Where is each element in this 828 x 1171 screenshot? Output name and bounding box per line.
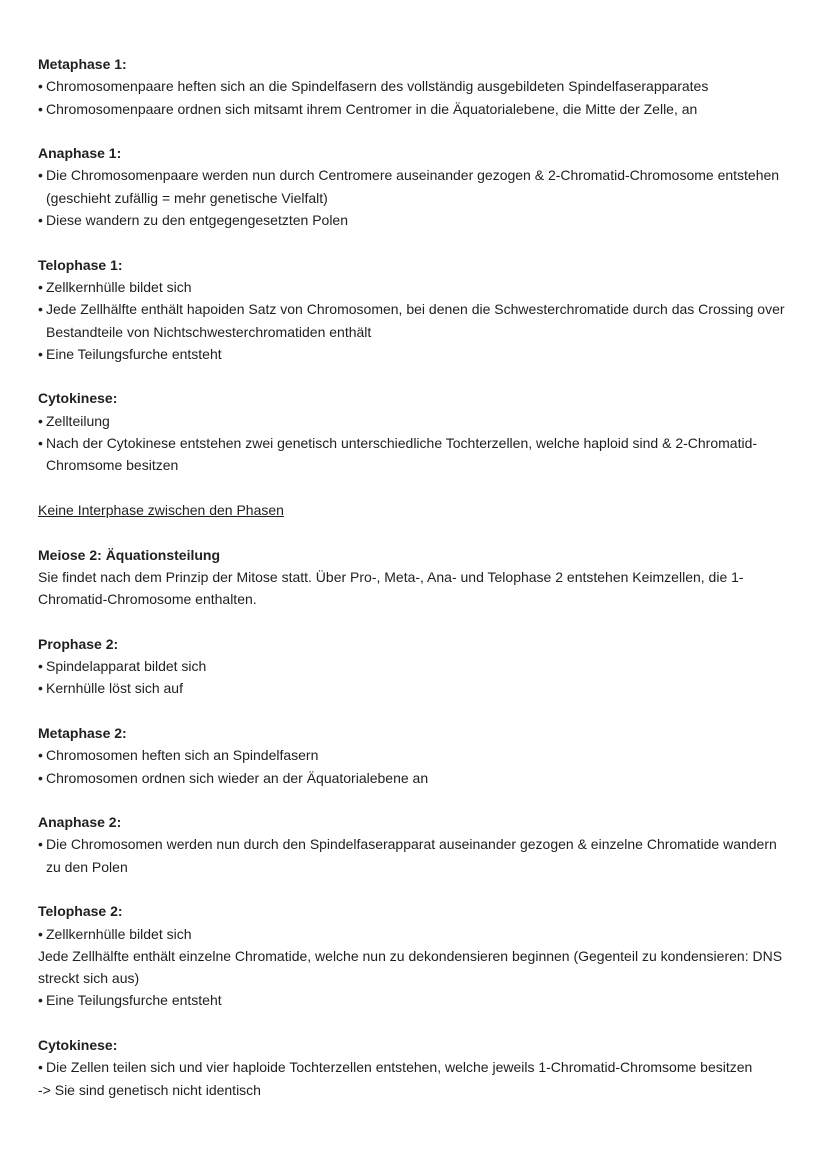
heading-cytokinese-1: Cytokinese: xyxy=(38,390,118,407)
bullet-item: • Nach der Cytokinese entstehen zwei genetisch unterschiedliche Tochterzellen, welche haploid sind & 2-Chromatid-Chromsome besitzen xyxy=(38,432,788,477)
bullet-item: • Eine Teilungsfurche entsteht xyxy=(38,989,788,1011)
heading-prophase-2: Prophase 2: xyxy=(38,635,119,652)
heading-cytokinese-2: Cytokinese: xyxy=(38,1037,118,1054)
bullet-item: • Chromosomen heften sich an Spindelfasern xyxy=(38,744,788,766)
section-metaphase-1 xyxy=(38,53,788,120)
section-telophase-1 xyxy=(38,254,788,365)
heading-anaphase-1: Anaphase 1: xyxy=(38,145,122,162)
bullet-item: • Zellkernhülle bildet sich xyxy=(38,276,788,298)
heading-meiose-2: Meiose 2: Äquationsteilung xyxy=(38,546,221,563)
paragraph: -> Sie sind genetisch nicht identisch xyxy=(38,1081,261,1098)
paragraph: Jede Zellhälfte enthält einzelne Chromatide, welche nun zu dekondensieren beginnen (Gegenteil zu kondensieren: DNS streckt sich aus) xyxy=(38,947,783,987)
bullet-item: • Zellteilung xyxy=(38,410,788,432)
note-no-interphase: Keine Interphase zwischen den Phasen xyxy=(38,501,284,518)
bullet-item: • Chromosomenpaare ordnen sich mitsamt ihrem Centromer in die Äquatorialebene, die Mitte der Zelle, an xyxy=(38,98,788,120)
section-prophase-2 xyxy=(38,633,788,700)
bullet-item: • Die Chromosomenpaare werden nun durch Centromere auseinander gezogen & 2-Chromatid-Chromosome entstehen (geschieht zufällig = mehr genetische Vielfalt) xyxy=(38,164,788,209)
section-anaphase-1 xyxy=(38,142,788,231)
section-note xyxy=(38,499,788,521)
paragraph: Sie findet nach dem Prinzip der Mitose statt. Über Pro-, Meta-, Ana- und Telophase 2 entstehen Keimzellen, die 1-Chromatid-Chromosome enthalten. xyxy=(38,568,744,608)
bullet-item: • Die Zellen teilen sich und vier haploide Tochterzellen entstehen, welche jeweils 1-Chromatid-Chromsome besitzen xyxy=(38,1056,788,1078)
section-cytokinese-1 xyxy=(38,387,788,476)
bullet-item: • Spindelapparat bildet sich xyxy=(38,655,788,677)
section-metaphase-2 xyxy=(38,722,788,789)
bullet-item: • Chromosomen ordnen sich wieder an der Äquatorialebene an xyxy=(38,767,788,789)
section-meiose-2 xyxy=(38,544,788,611)
heading-metaphase-2: Metaphase 2: xyxy=(38,724,127,741)
bullet-item: • Chromosomenpaare heften sich an die Spindelfasern des vollständig ausgebildeten Spindelfaserapparates xyxy=(38,75,788,97)
section-anaphase-2 xyxy=(38,811,788,878)
section-cytokinese-2 xyxy=(38,1034,788,1101)
heading-metaphase-1: Metaphase 1: xyxy=(38,56,127,72)
heading-telophase-2: Telophase 2: xyxy=(38,903,123,920)
bullet-item: • Diese wandern zu den entgegengesetzten Polen xyxy=(38,209,788,231)
bullet-item: • Zellkernhülle bildet sich xyxy=(38,923,788,945)
heading-anaphase-2: Anaphase 2: xyxy=(38,814,122,831)
bullet-item: • Die Chromosomen werden nun durch den Spindelfaserapparat auseinander gezogen & einzelne Chromatide wandern zu den Polen xyxy=(38,833,788,878)
bullet-item: • Kernhülle löst sich auf xyxy=(38,677,788,699)
heading-telophase-1: Telophase 1: xyxy=(38,256,123,273)
section-telophase-2 xyxy=(38,900,788,1011)
bullet-item: • Eine Teilungsfurche entsteht xyxy=(38,343,788,365)
bullet-item: • Jede Zellhälfte enthält hapoiden Satz von Chromosomen, bei denen die Schwesterchromatide durch das Crossing over Bestandteile von Nichtschwesterchromatiden enthält xyxy=(38,298,788,343)
